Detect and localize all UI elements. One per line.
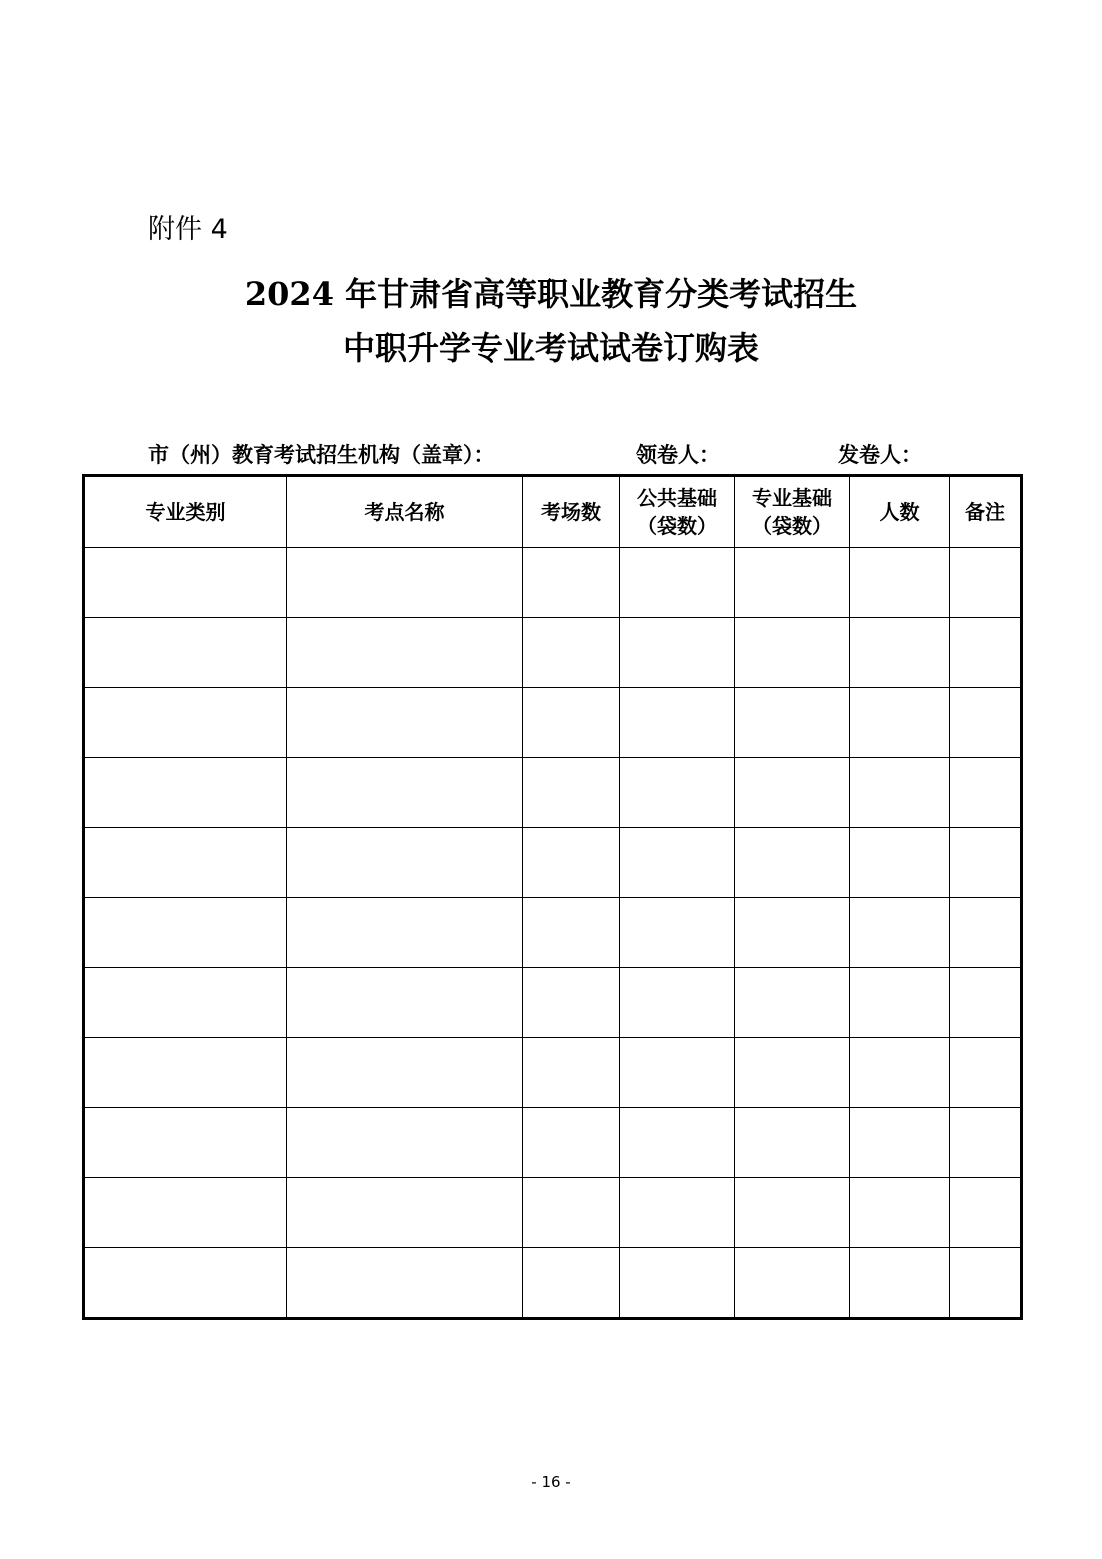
- cell-professional-basic[interactable]: [735, 758, 850, 828]
- cell-room-count[interactable]: [523, 1248, 620, 1319]
- cell-site-name[interactable]: [287, 688, 523, 758]
- cell-public-basic[interactable]: [620, 1038, 735, 1108]
- cell-site-name[interactable]: [287, 618, 523, 688]
- cell-professional-basic[interactable]: [735, 828, 850, 898]
- header-professional-basic-line-2: （袋数）: [752, 514, 832, 538]
- header-professional-basic-line-1: 专业基础: [752, 486, 832, 510]
- header-professional-basic: [735, 476, 850, 548]
- cell-site-name[interactable]: [287, 828, 523, 898]
- cell-category[interactable]: [84, 898, 287, 968]
- cell-people[interactable]: [850, 758, 950, 828]
- cell-category[interactable]: [84, 828, 287, 898]
- cell-professional-basic[interactable]: [735, 618, 850, 688]
- cell-site-name[interactable]: [287, 968, 523, 1038]
- cell-public-basic[interactable]: [620, 898, 735, 968]
- table-body: [84, 548, 1022, 1319]
- cell-room-count[interactable]: [523, 828, 620, 898]
- cell-public-basic[interactable]: [620, 1178, 735, 1248]
- issuer-label: 发卷人：: [838, 443, 922, 467]
- cell-room-count[interactable]: [523, 548, 620, 618]
- cell-site-name[interactable]: [287, 1108, 523, 1178]
- header-room-count: 考场数: [523, 476, 620, 548]
- header-public-basic-line-2: （袋数）: [637, 514, 717, 538]
- cell-category[interactable]: [84, 618, 287, 688]
- cell-remarks[interactable]: [950, 618, 1022, 688]
- cell-site-name[interactable]: [287, 1038, 523, 1108]
- cell-people[interactable]: [850, 1248, 950, 1319]
- cell-site-name[interactable]: [287, 1248, 523, 1319]
- cell-remarks[interactable]: [950, 1108, 1022, 1178]
- cell-public-basic[interactable]: [620, 968, 735, 1038]
- header-people: 人数: [850, 476, 950, 548]
- cell-room-count[interactable]: [523, 1108, 620, 1178]
- cell-people[interactable]: [850, 688, 950, 758]
- cell-category[interactable]: [84, 1038, 287, 1108]
- cell-people[interactable]: [850, 828, 950, 898]
- cell-remarks[interactable]: [950, 758, 1022, 828]
- cell-professional-basic[interactable]: [735, 1038, 850, 1108]
- table-row: [84, 1038, 1022, 1108]
- page-number: - 16 -: [531, 1473, 571, 1491]
- cell-category[interactable]: [84, 688, 287, 758]
- cell-people[interactable]: [850, 968, 950, 1038]
- cell-site-name[interactable]: [287, 1178, 523, 1248]
- cell-people[interactable]: [850, 618, 950, 688]
- cell-site-name[interactable]: [287, 758, 523, 828]
- document-title-line-2: 中职升学专业考试试卷订购表: [342, 329, 759, 367]
- cell-remarks[interactable]: [950, 688, 1022, 758]
- cell-category[interactable]: [84, 1178, 287, 1248]
- cell-public-basic[interactable]: [620, 618, 735, 688]
- cell-site-name[interactable]: [287, 898, 523, 968]
- cell-people[interactable]: [850, 1038, 950, 1108]
- cell-room-count[interactable]: [523, 688, 620, 758]
- cell-people[interactable]: [850, 548, 950, 618]
- cell-room-count[interactable]: [523, 1178, 620, 1248]
- table-row: [84, 758, 1022, 828]
- cell-room-count[interactable]: [523, 1038, 620, 1108]
- header-category: 专业类别: [84, 476, 287, 548]
- table-row: [84, 618, 1022, 688]
- cell-public-basic[interactable]: [620, 758, 735, 828]
- cell-professional-basic[interactable]: [735, 1178, 850, 1248]
- cell-remarks[interactable]: [950, 898, 1022, 968]
- cell-people[interactable]: [850, 1178, 950, 1248]
- receiver-label: 领卷人：: [636, 443, 720, 467]
- table-row: [84, 548, 1022, 618]
- cell-room-count[interactable]: [523, 968, 620, 1038]
- table-row: [84, 688, 1022, 758]
- cell-public-basic[interactable]: [620, 548, 735, 618]
- cell-room-count[interactable]: [523, 618, 620, 688]
- cell-remarks[interactable]: [950, 968, 1022, 1038]
- cell-professional-basic[interactable]: [735, 688, 850, 758]
- cell-public-basic[interactable]: [620, 828, 735, 898]
- cell-public-basic[interactable]: [620, 1108, 735, 1178]
- cell-remarks[interactable]: [950, 1178, 1022, 1248]
- cell-room-count[interactable]: [523, 898, 620, 968]
- cell-public-basic[interactable]: [620, 688, 735, 758]
- cell-room-count[interactable]: [523, 758, 620, 828]
- cell-remarks[interactable]: [950, 828, 1022, 898]
- cell-category[interactable]: [84, 548, 287, 618]
- cell-professional-basic[interactable]: [735, 1248, 850, 1319]
- cell-public-basic[interactable]: [620, 1248, 735, 1319]
- document-title-line-1: 2024 年甘肃省高等职业教育分类考试招生: [244, 275, 858, 313]
- attachment-label: 附件 4: [148, 214, 228, 245]
- header-public-basic: [620, 476, 735, 548]
- cell-people[interactable]: [850, 1108, 950, 1178]
- header-remarks: 备注: [950, 476, 1022, 548]
- cell-professional-basic[interactable]: [735, 898, 850, 968]
- cell-category[interactable]: [84, 1248, 287, 1319]
- table-header-row: [84, 476, 1022, 548]
- cell-category[interactable]: [84, 758, 287, 828]
- table-row: [84, 828, 1022, 898]
- cell-site-name[interactable]: [287, 548, 523, 618]
- cell-remarks[interactable]: [950, 1038, 1022, 1108]
- cell-professional-basic[interactable]: [735, 548, 850, 618]
- table-row: [84, 898, 1022, 968]
- header-public-basic-line-1: 公共基础: [637, 486, 717, 510]
- cell-professional-basic[interactable]: [735, 1108, 850, 1178]
- cell-category[interactable]: [84, 968, 287, 1038]
- order-form-table: [82, 474, 1023, 1320]
- table-row: [84, 968, 1022, 1038]
- cell-remarks[interactable]: [950, 548, 1022, 618]
- table-row: [84, 1178, 1022, 1248]
- cell-remarks[interactable]: [950, 1248, 1022, 1319]
- cell-professional-basic[interactable]: [735, 968, 850, 1038]
- cell-people[interactable]: [850, 898, 950, 968]
- cell-category[interactable]: [84, 1108, 287, 1178]
- header-site-name: 考点名称: [287, 476, 523, 548]
- table-row: [84, 1108, 1022, 1178]
- table-row: [84, 1248, 1022, 1319]
- organization-seal-label: 市（州）教育考试招生机构（盖章）：: [148, 443, 495, 467]
